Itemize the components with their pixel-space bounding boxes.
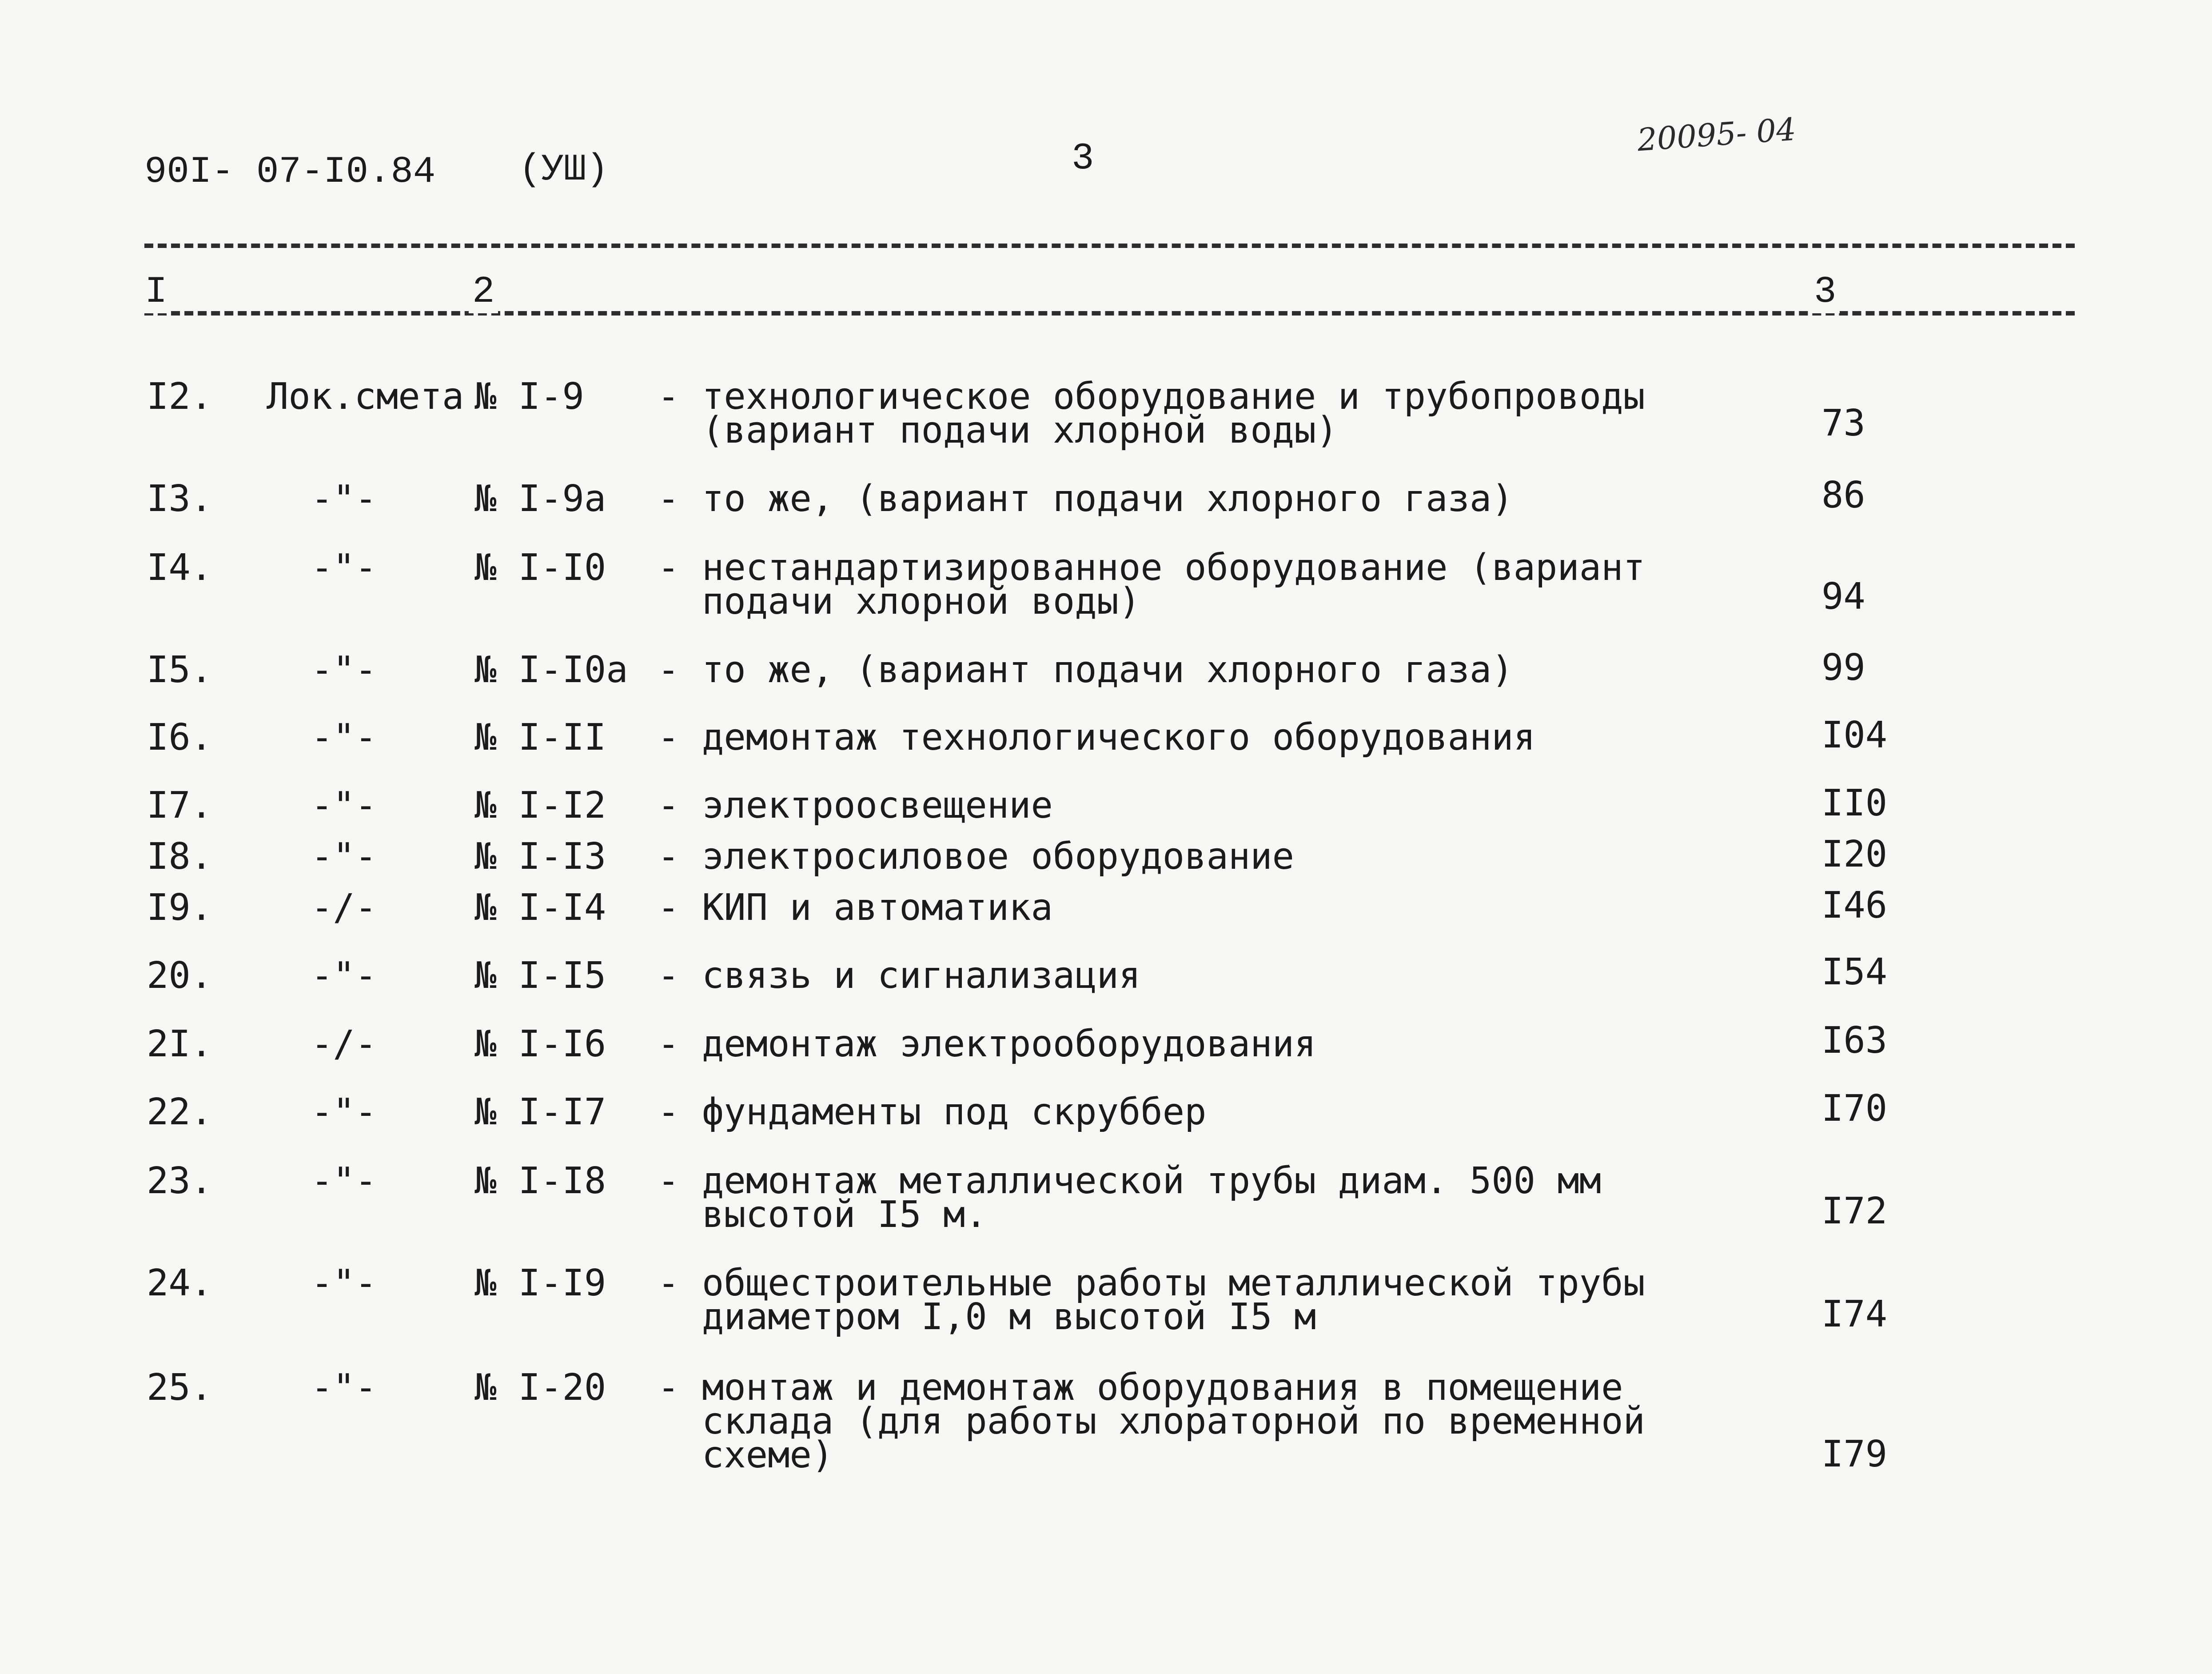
row-number: I5. [147,649,213,691]
row-page: I46 [1821,884,1888,927]
column-header-3: 3 [1810,271,1840,313]
estimate-number: № I-I0а [474,649,628,691]
estimate-type: -/- [311,887,377,929]
separator-dash: - [658,955,680,997]
row-number: I6. [147,716,213,759]
estimate-type: -"- [311,835,377,878]
row-page: I63 [1821,1019,1888,1062]
separator-dash: - [658,1160,680,1202]
row-page: I79 [1821,1433,1888,1475]
row-number: 2I. [147,1023,213,1065]
row-number: I8. [147,835,213,878]
separator-dash: - [658,784,680,827]
row-number: I3. [147,478,213,520]
row-page: 73 [1821,402,1865,444]
row-page: I70 [1821,1087,1888,1130]
row-number: I9. [147,887,213,929]
row-number: I7. [147,784,213,827]
row-number: 24. [147,1262,213,1304]
row-page: I54 [1821,951,1888,993]
row-description: то же, (вариант подачи хлорного газа) [702,478,1514,520]
estimate-type: -"- [311,955,377,997]
estimate-number: № I-20 [474,1366,606,1409]
row-description: демонтаж металлической трубы диам. 500 мм высотой I5 м. [702,1160,1602,1236]
estimate-number: № I-I7 [474,1091,606,1133]
estimate-number: № I-9а [474,478,606,520]
page-number: 3 [1072,138,1094,180]
row-page: I04 [1821,714,1888,756]
estimate-type: -"- [311,478,377,520]
row-description: то же, (вариант подачи хлорного газа) [702,649,1514,691]
variant-label: (УШ) [519,149,609,191]
estimate-type: -"- [311,547,377,589]
row-page: I74 [1821,1293,1888,1335]
estimate-type: -"- [311,716,377,759]
estimate-type: -"- [311,1160,377,1202]
separator-dash: - [658,1023,680,1065]
estimate-number: № I-II [474,716,606,759]
estimate-type: -"- [311,649,377,691]
row-number: 20. [147,955,213,997]
estimate-number: № I-I6 [474,1023,606,1065]
estimate-type: -"- [311,1091,377,1133]
row-description: технологическое оборудование и трубопроводы (вариант подачи хлорной воды) [702,376,1645,451]
column-header-1: I [141,271,171,313]
separator-dash: - [658,649,680,691]
estimate-number: № I-I8 [474,1160,606,1202]
separator-dash: - [658,547,680,589]
row-description: электроосвещение [702,784,1053,827]
handwritten-stamp: 20095- 04 [1636,111,1797,159]
estimate-type: -"- [311,1366,377,1409]
column-header-2: 2 [469,271,498,313]
dashed-divider-columns [144,311,2075,316]
separator-dash: - [658,1262,680,1304]
separator-dash: - [658,376,680,418]
estimate-number: № I-I4 [474,887,606,929]
row-description: нестандартизированное оборудование (вариант подачи хлорной воды) [702,547,1645,623]
estimate-type: -"- [311,784,377,827]
row-page: I20 [1821,833,1888,875]
estimate-number: № I-I2 [474,784,606,827]
row-page: 99 [1821,647,1865,689]
row-page: 94 [1821,575,1865,618]
dashed-divider-top [144,244,2075,248]
row-description: электросиловое оборудование [702,835,1294,878]
separator-dash: - [658,478,680,520]
separator-dash: - [658,887,680,929]
estimate-number: № I-I5 [474,955,606,997]
row-number: I2. [147,376,213,418]
estimate-type: -"- [311,1262,377,1304]
estimate-number: № I-I9 [474,1262,606,1304]
row-number: I4. [147,547,213,589]
separator-dash: - [658,1091,680,1133]
estimate-number: № I-I0 [474,547,606,589]
row-number: 22. [147,1091,213,1133]
estimate-type: Лок.смета [267,376,464,418]
separator-dash: - [658,835,680,878]
row-number: 25. [147,1366,213,1409]
row-number: 23. [147,1160,213,1202]
estimate-number: № I-I3 [474,835,606,878]
separator-dash: - [658,716,680,759]
separator-dash: - [658,1366,680,1409]
row-description: фундаменты под скруббер [702,1091,1207,1133]
row-description: КИП и автоматика [702,887,1053,929]
row-page: 86 [1821,474,1865,516]
document-code: 90I- 07-I0.84 [144,151,436,193]
row-description: демонтаж электрооборудования [702,1023,1316,1065]
estimate-type: -/- [311,1023,377,1065]
row-description: общестроительные работы металлической трубы диаметром I,0 м высотой I5 м [702,1262,1645,1338]
estimate-number: № I-9 [474,376,584,418]
row-description: монтаж и демонтаж оборудования в помещение склада (для работы хлораторной по временной схеме) [702,1366,1645,1476]
row-description: связь и сигнализация [702,955,1141,997]
row-page: II0 [1821,782,1888,824]
row-page: I72 [1821,1190,1888,1232]
row-description: демонтаж технологического оборудования [702,716,1535,759]
